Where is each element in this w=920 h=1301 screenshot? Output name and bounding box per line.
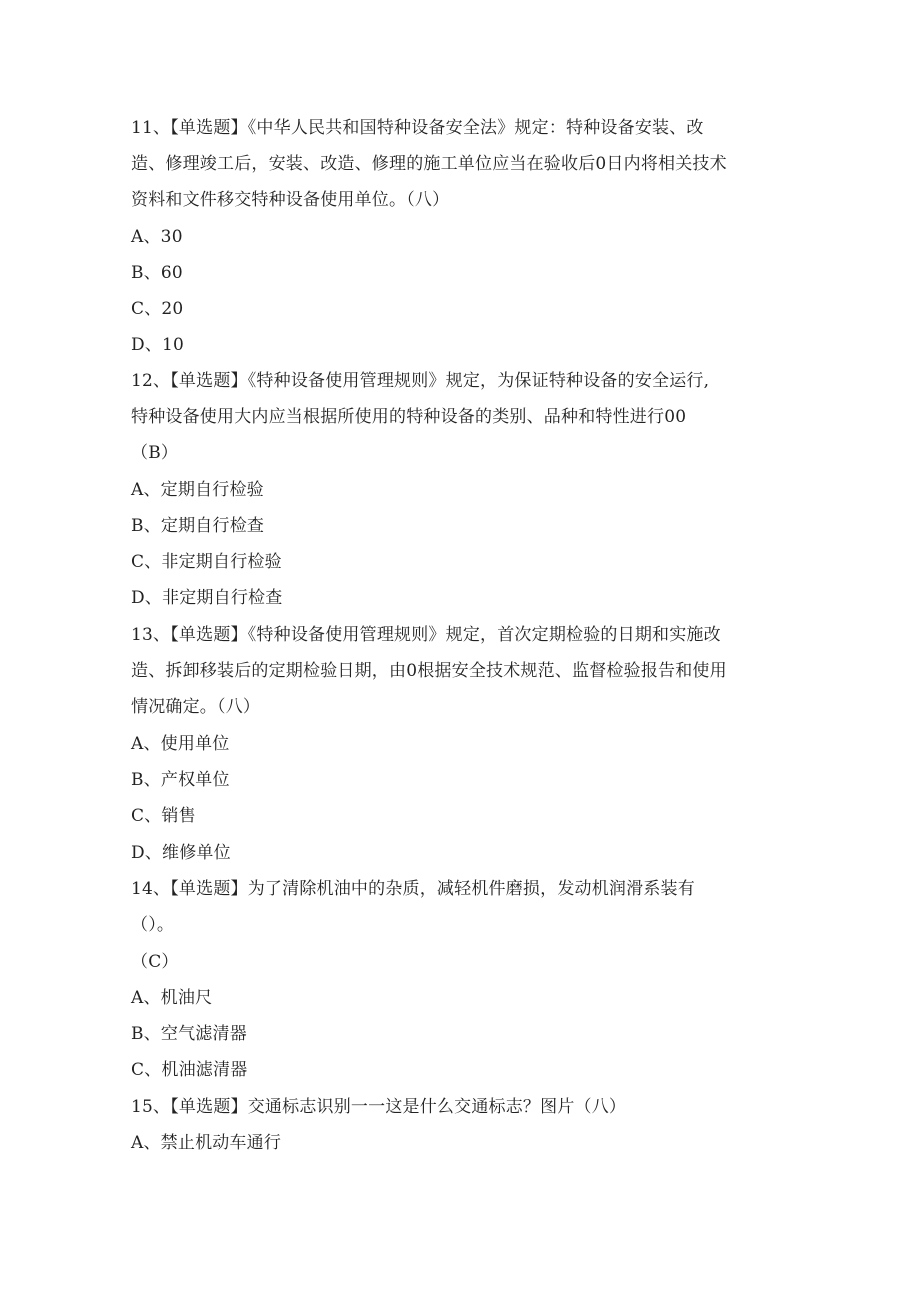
- question-14-option-c: C、机油滤清器: [131, 1060, 248, 1080]
- question-14-option-a: A、机油尺: [131, 988, 213, 1008]
- question-13-stem-line-1: 13、【单选题】《特种设备使用管理规则》规定，首次定期检验的日期和实施改: [131, 625, 721, 645]
- question-13-option-c: C、销售: [131, 806, 196, 826]
- question-11-stem-line-2: 造、修理竣工后，安装、改造、修理的施工单位应当在验收后0日内将相关技术: [131, 154, 727, 174]
- question-11-option-d: D、10: [131, 335, 185, 355]
- question-11-stem-line-1: 11、【单选题】《中华人民共和国特种设备安全法》规定：特种设备安装、改: [131, 118, 704, 138]
- question-14-answer: （C）: [131, 952, 179, 972]
- question-11-option-c: C、20: [131, 299, 184, 319]
- question-11-stem-line-3: 资料和文件移交特种设备使用单位。（八）: [131, 190, 450, 210]
- question-13-option-a: A、使用单位: [131, 734, 230, 754]
- question-13-option-d: D、维修单位: [131, 843, 231, 863]
- question-11-option-b: B、60: [131, 263, 183, 283]
- question-12-option-a: A、定期自行检验: [131, 480, 264, 500]
- question-13-stem-line-3: 情况确定。（八）: [131, 697, 261, 717]
- question-12-option-d: D、非定期自行检查: [131, 588, 283, 608]
- question-14-stem-line-1: 14、【单选题】为了清除机油中的杂质，减轻机件磨损，发动机润滑系装有: [131, 879, 695, 899]
- question-15-option-a: A、禁止机动车通行: [131, 1133, 282, 1153]
- question-15-stem-line-1: 15、【单选题】交通标志识别一一这是什么交通标志？图片（八）: [131, 1097, 627, 1117]
- question-12-option-b: B、定期自行检查: [131, 516, 265, 536]
- question-12-stem-line-2: 特种设备使用大内应当根据所使用的特种设备的类别、品种和特性进行00: [131, 407, 687, 427]
- question-12-option-c: C、非定期自行检验: [131, 552, 282, 572]
- question-12-answer: （B）: [131, 443, 179, 463]
- question-13-option-b: B、产权单位: [131, 770, 230, 790]
- question-14-option-b: B、空气滤清器: [131, 1024, 247, 1044]
- question-13-stem-line-2: 造、拆卸移装后的定期检验日期，由0根据安全技术规范、监督检验报告和使用: [131, 661, 727, 681]
- question-11-option-a: A、30: [131, 227, 183, 247]
- question-14-stem-line-2: （）。: [131, 915, 175, 935]
- question-12-stem-line-1: 12、【单选题】《特种设备使用管理规则》规定，为保证特种设备的安全运行,: [131, 371, 710, 391]
